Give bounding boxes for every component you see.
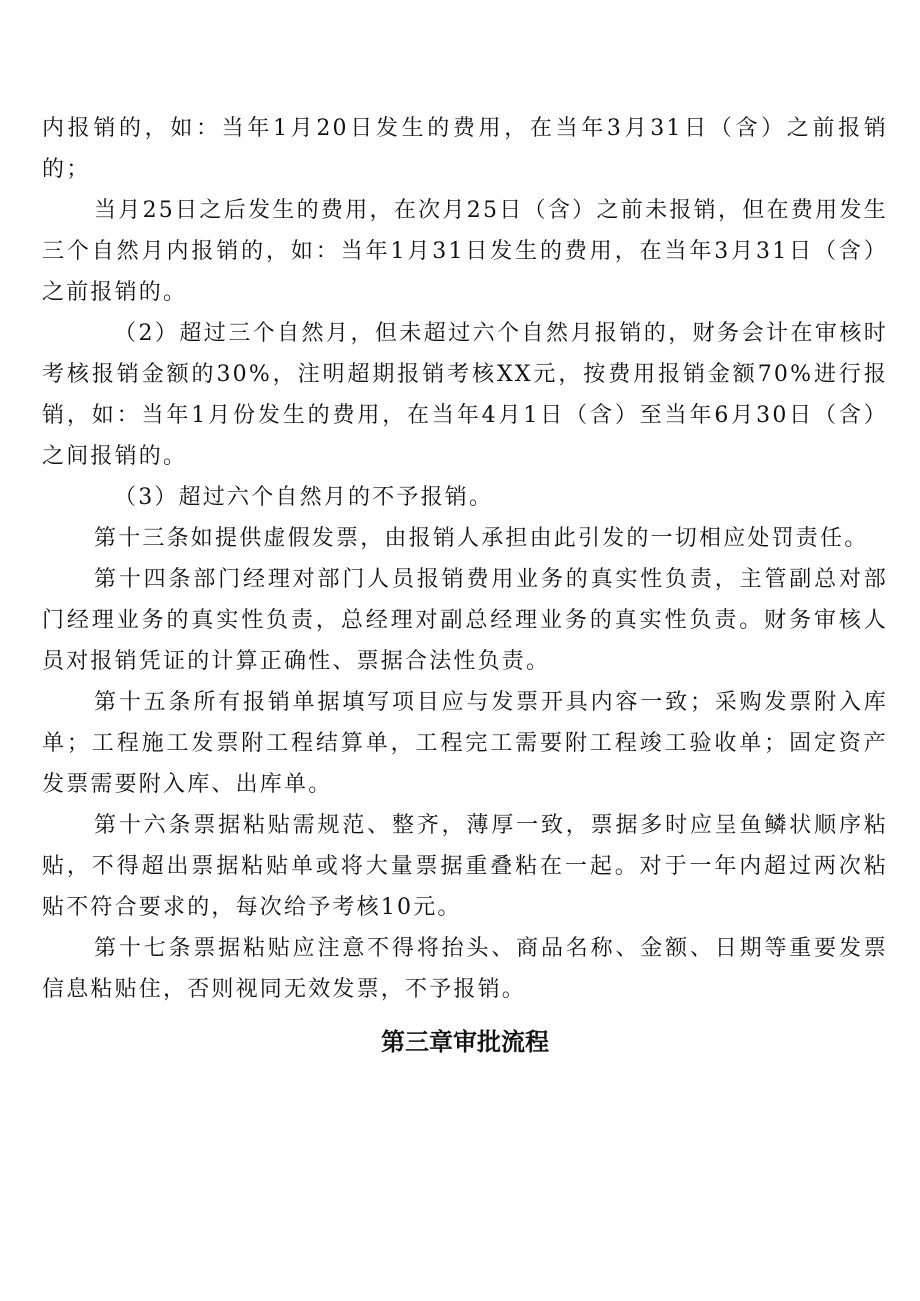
paragraph-article-14: 第十四条部门经理对部门人员报销费用业务的真实性负责，主管副总对部门经理业务的真实性负责，总经理对副总经理业务的真实性负责。财务审核人员对报销凭证的计算正确性、票据合法性负责。 bbox=[42, 567, 888, 674]
paragraph-item-2: （2）超过三个自然月，但未超过六个自然月报销的，财务会计在审核时考核报销金额的30%，注明超期报销考核XX元，按费用报销金额70%进行报销，如：当年1月份发生的费用，在当年4月1日（含）至当年6月30日（含）之间报销的。 bbox=[42, 321, 888, 469]
document-page bbox=[42, 108, 888, 1062]
paragraph-article-15: 第十五条所有报销单据填写项目应与发票开具内容一致；采购发票附入库单；工程施工发票附工程结算单，工程完工需要附工程竣工验收单；固定资产发票需要附入库、出库单。 bbox=[42, 690, 888, 797]
paragraph-article-17: 第十七条票据粘贴应注意不得将抬头、商品名称、金额、日期等重要发票信息粘贴住，否则视同无效发票，不予报销。 bbox=[42, 936, 888, 1002]
paragraph-item-3: （3）超过六个自然月的不予报销。 bbox=[114, 485, 494, 510]
paragraph-continuation: 内报销的，如：当年1月20日发生的费用，在当年3月31日（含）之前报销的； bbox=[42, 116, 888, 182]
paragraph-after-25th: 当月25日之后发生的费用，在次月25日（含）之前未报销，但在费用发生三个自然月内报销的，如：当年1月31日发生的费用，在当年3月31日（含）之前报销的。 bbox=[42, 198, 888, 305]
paragraph-article-16: 第十六条票据粘贴需规范、整齐，薄厚一致，票据多时应呈鱼鳞状顺序粘贴，不得超出票据粘贴单或将大量票据重叠粘在一起。对于一年内超过两次粘贴不符合要求的，每次给予考核10元。 bbox=[42, 813, 888, 920]
paragraph-article-13: 第十三条如提供虚假发票，由报销人承担由此引发的一切相应处罚责任。 bbox=[94, 526, 869, 551]
chapter-heading: 第三章审批流程 bbox=[381, 1028, 549, 1056]
